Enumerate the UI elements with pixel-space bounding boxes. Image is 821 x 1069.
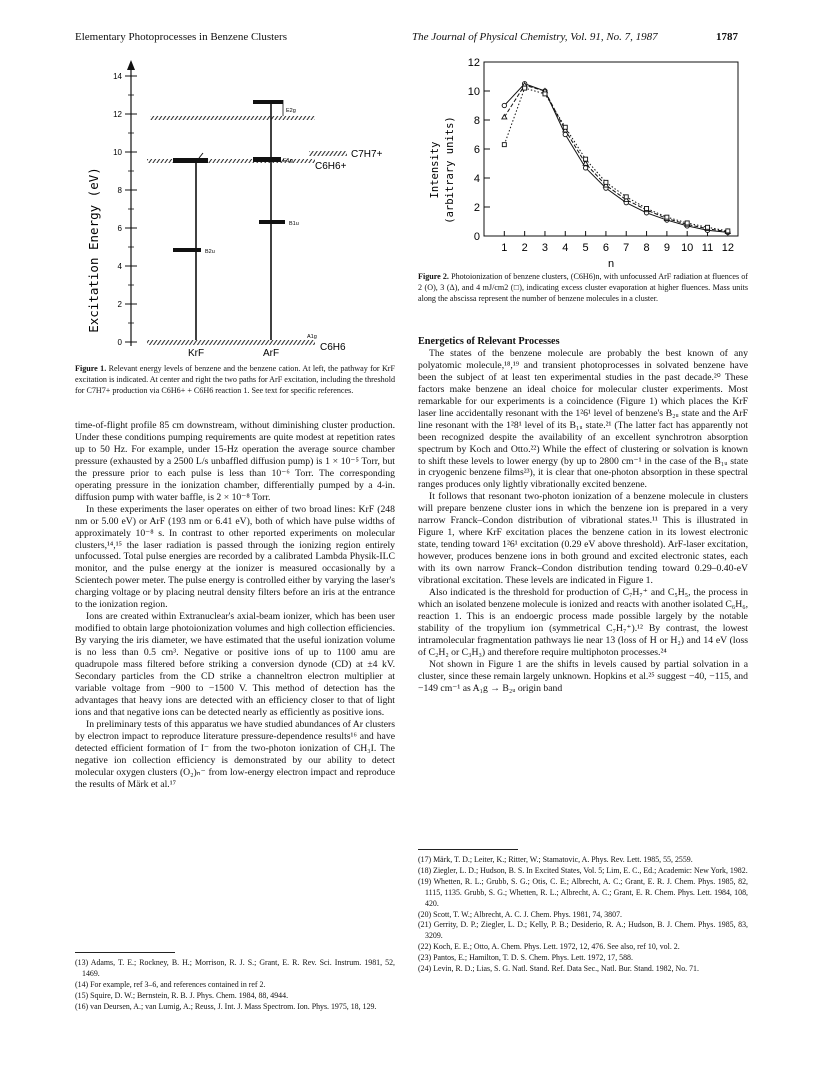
krf-arrow [199,153,203,158]
e1g-label: E1g [283,158,293,164]
right-paragraph-3: Also indicated is the threshold for production of C₇H₇⁺ and C₅H₅, the process in which an isolated benzene molecule is ionized and reacts with another isolated C₆H₆, reaction 1. This is an endoergic process made possible largely by the notable stability of the tropylium ion (symmetrical C₇H₇⁺).¹² By contrast, the lowest intramolecular fragmentation pathways lie near 13 (loss of H or H₂) and 14 eV (loss of C₂H₂ or C₃H₃) and therefore require multiphoton processes.²⁴ [418,587,748,658]
reference-15: (15) Squire, D. W.; Bernstein, R. B. J. Phys. Chem. 1984, 88, 4944. [75,990,289,1000]
arf-b1u-level [259,220,285,224]
arf-ion-level [253,157,281,162]
fig2-xtick-label: 1 [501,242,508,254]
running-header-left: Elementary Photoprocesses in Benzene Clusters [75,31,288,43]
b2u-label: B2u [205,249,215,255]
fig2-point-square [584,157,588,161]
figure2-caption-text: Photoionization of benzene clusters, (C6H6)n, with unfocussed ArF radiation at fluences of 2 (O), 3 (Δ), and 4 mJ/cm2 (□), indicating excess cluster evaporation at higher fluences. Mass units along the abscissa represent the number of benzene molecules in a cluster. [418,272,749,303]
fig2-point-square [543,92,547,96]
reference-21: (21) Gerrity, D. P.; Ziegler, L. D.; Kelly, P. B.; Desiderio, R. A.; Hudson, B. J. Chem. Phys. 1985, 83, 3209. [418,920,748,941]
figure2-caption-label: Figure 2. [418,272,449,281]
reference-22: (22) Koch, E. E.; Otto, A. Chem. Phys. Lett. 1972, 12, 476. See also, ref 10, vol. 2. [418,942,680,952]
arf-excited-ion-level [253,100,283,104]
page-number: 1787 [716,31,738,43]
fig2-point-square [624,195,628,199]
fig2-series-square-line [504,88,728,231]
fig2-point-square [726,229,730,233]
fig2-ylabel-line1: Intensity [429,141,441,199]
fig2-point-square [645,206,649,210]
fig2-point-square [706,225,710,229]
fig2-xtick-label: 9 [663,242,670,254]
right-paragraph-2: It follows that resonant two-photon ionization of a benzene molecule in clusters will prepare benzene cluster ions in which the benzene ion is prepared in a very narrow Franck–Condon distribution of vibrational states.¹¹ This is illustrated in Figure 1, where KrF excitation places the benzene cation in its lowest electronic state, tending toward 1²6¹ excitation (0.29 eV above threshold). ArF-laser excitation, however, produces benzene ions in both ground and excited electronic states, each with its own narrow Franck–Condon distribution tending toward 0.29–0.40-eV vibrational excitation. These levels are indicated in Figure 1. [418,491,748,587]
right-paragraph-1: The states of the benzene molecule are probably the best known of any polyatomic molecule,¹⁸,¹⁹ and transient photoprocesses in solvated benzene have been the subject of at least ten experimental studies in the past decade.²⁰ These factors make benzene an ideal choice for molecular cluster experiments. Most remarkable for our experiments is a coincidence (Figure 1) which places the KrF laser line accidentally resonant with the 1²6¹ level of benzene's B₂ᵤ state and the ArF line resonant with the 1²8¹ level of its B₁ᵤ state.²¹ (The latter fact has apparently not been recognized despite the availability of an excellent synchrotron absorption spectrum by Koch and Otto.²²) While the effect of clustering or solvation is known to shift these levels to lower energy (by up to 2800 cm⁻¹ in the case of the B₁ᵤ state in cryogenic benzene films²³), it is clear that one-photon absorption in these spectral ranges produces only lightly vibrationally excited benzene. [418,347,748,491]
right-footnote-rule [418,849,518,850]
fig1-ytick-label: 0 [117,338,122,347]
fig2-xtick-label: 2 [521,242,528,254]
fig2-xtick-label: 8 [643,242,650,254]
fig2-point-circle [502,103,506,107]
left-paragraph-1: time-of-flight profile 85 cm downstream, without diminishing cluster production. Under these conditions pumping requirements are quite modest at repetition rates up to 50 Hz. For example, under 15-Hz operation the average source chamber pressure (exhausted by a 2500 L/s unbaffled diffusion pump) is 1 × 10⁻⁵ Torr, but the pressure prior to each pulse is less than 10⁻⁶ Torr. The corresponding operating pressure in the ionization chamber, differentially pumped by a 4-in. diffusion pump with water baffle, is 2 × 10⁻⁸ Torr. [75,420,395,503]
c6h6-label: C6H6 [320,342,346,353]
figure2-chart [418,50,748,270]
upper-threshold-band [150,116,315,120]
fig2-point-square [502,143,506,147]
left-paragraph-3: Ions are created within Extranuclear's axial-beam ionizer, which has been user modified to obtain large photoionization volumes and high collection efficiencies. By varying the iris diameter, we have estimated that the useful ionization volume is no less than 0.5 cm³. Negative or positive ions of up to 1100 amu are quadrupole mass filtered before striking a conversion dynode (CD) at ±4 kV. Secondary particles from the CD strike a channeltron electron multiplier at variable voltage from −900 to −1500 V. This method of detection has the advantages that heavy ions are detected with an efficiency closer to that of light ions and that negative ions can be detected nearly as efficiently as positive ions. [75,611,395,718]
figure1-caption-label: Figure 1. [75,364,107,373]
reference-18: (18) Ziegler, L. D.; Hudson, B. S. In Excited States, Vol. 5; Lim, E. C., Ed.; Academic: New York, 1982. [418,865,748,875]
fig1-ytick-label: 2 [117,300,122,309]
ground-level-label: A1g [307,334,317,340]
krf-b2u-level [173,248,201,252]
fig2-point-circle [563,132,567,136]
figure1-caption-text: Relevant energy levels of benzene and the benzene cation. At left, the pathway for KrF excitation is indicated. At center and right the two paths for ArF excitation, including the threshold for C7H7+ production via C6H6+ + C6H6 reaction 1. See text for specific references. [75,364,395,395]
left-paragraph-2: In these experiments the laser operates on either of two broad lines: KrF (248 nm or 5.00 eV) or ArF (193 nm or 6.41 eV), both of which have pulse widths of approximately 10⁻⁸ s. In contrast to other reported experiments on molecular clusters,¹⁴,¹⁵ the laser radiation is passed through the ionizing region entirely unfocussed. Total pulse energies are recorded by a calibrated Lambda Physik-ILC monitor, and the pulse energy at the ionizer is measured occasionally by a Scientech power meter. The pulse energy is controlled either by varying the laser's charging voltage or by placing neutral density filters before an iris at the entrance to the ionization region. [75,503,395,611]
figure2-caption [418,272,748,305]
right-paragraph-4: Not shown in Figure 1 are the shifts in levels caused by partial solvation in a cluster, since these remain largely unknown. Hopkins et al.²⁵ suggest −40, −115, and −149 cm⁻¹ as A₁g → B₂ᵤ origin band [418,658,748,694]
b1u-label: B1u [289,221,299,227]
fig2-ytick-label: 4 [473,173,480,185]
fig1-yticks [113,72,137,347]
fig2-ytick-label: 6 [473,144,480,156]
fig2-point-square [563,125,567,129]
krf-ion-level [173,158,208,163]
reference-17: (17) Märk, T. D.; Leiter, K.; Ritter, W.; Stamatovic, A. Phys. Rev. Lett. 1985, 55, 2559. [418,855,693,864]
reference-24: (24) Levin, R. D.; Lias, S. G. Natl. Stand. Ref. Data Sec., Natl. Bur. Stand. 1982, No. 71. [418,964,699,974]
krf-label: KrF [187,348,205,359]
reference-14: (14) For example, ref 3–6, and references contained in ref 2. [75,979,266,989]
reference-16: (16) van Deursen, A.; van Lumig, A.; Reuss, J. Int. J. Mass Spectrom. Ion. Phys. 1975, 18, 129. [75,1001,377,1011]
fig2-xtick-label: 4 [562,242,569,254]
fig2-plot-frame [484,62,738,236]
c7h7-ion-label: C7H7+ [351,149,383,160]
fig2-xtick-label: 7 [623,242,630,254]
running-header-journal: The Journal of Physical Chemistry, Vol. 91, No. 7, 1987 [412,31,658,43]
fig2-xtick-label: 10 [681,242,694,254]
fig1-ytick-label: 12 [113,110,122,119]
reference-13: (13) Adams, T. E.; Rockney, B. H.; Morrison, R. J. S.; Grant, E. R. Rev. Sci. Instrum. 1981, 52, 1469. [75,958,395,978]
fig1-ylabel: Excitation Energy (eV) [86,167,101,333]
e2g-label: E2g [286,108,296,114]
reference-20: (20) Scott, T. W.; Albrecht, A. C. J. Chem. Phys. 1981, 74, 3807. [418,909,622,919]
reference-19: (19) Whetten, R. L.; Grubb, S. G.; Otis, C. E.; Albrecht, A. C.; Grant, E. R. J. Chem. Phys. 1985, 82, 1115, 1135. Grubb, S. G.; Whetten, R. L.; Albrecht, A. C.; Grant, E. R. Chem. Phys. Lett. 1984, 108, 420. [418,876,748,908]
fig2-ytick-label: 8 [473,115,480,127]
fig2-point-square [523,86,527,90]
fig1-ytick-label: 14 [113,72,122,81]
fig2-point-square [685,221,689,225]
fig2-xlabel: n [607,258,615,270]
fig2-point-square [604,180,608,184]
fig2-xtick-label: 6 [602,242,609,254]
figure1-energy-diagram [75,50,395,360]
fig2-ytick-label: 2 [473,202,480,214]
fig1-ytick-label: 4 [117,262,122,271]
fig2-xtick-label: 5 [582,242,589,254]
section-title: Energetics of Relevant Processes [418,336,560,347]
reference-23: (23) Pantos, E.; Hamilton, T. D. S. Chem. Phys. Lett. 1972, 17, 588. [418,953,633,963]
left-footnote-rule [75,952,175,953]
fig1-ytick-label: 10 [113,148,122,157]
fig1-ytick-label: 6 [117,224,122,233]
fig2-series-triangle-line [504,85,728,231]
ground-level-band [147,340,315,345]
fig2-xtick-label: 3 [541,242,549,254]
c7h7-threshold-band [309,151,347,156]
fig2-point-circle [583,166,587,170]
fig2-ytick-label: 10 [467,86,480,98]
fig1-yaxis-arrow [127,60,135,70]
fig2-ytick-label: 0 [473,231,480,243]
fig1-ytick-label: 8 [117,186,122,195]
fig2-point-square [665,215,669,219]
fig2-xtick-label: 12 [721,242,734,254]
fig2-xtick-label: 11 [701,242,714,254]
fig2-ylabel-line2: (arbitrary units) [444,116,456,224]
figure1-caption [75,364,395,397]
c6h6-ion-label: C6H6+ [315,161,347,172]
fig2-ytick-label: 12 [467,57,480,69]
arf-label: ArF [262,348,280,359]
left-paragraph-4: In preliminary tests of this apparatus we have studied abundances of Ar clusters by electron impact to reproduce literature pressure-dependence results¹⁶ and have detected efficient formation of I⁻ from the two-photon ionization of CH₃I. The negative ion collection efficiency is demonstrated by our ability to detect molecular oxygen clusters (O₂)ₙ⁻ from low-energy electron impact and reproduce the results of Märk et al.¹⁷ [75,718,395,790]
fig2-series-circle-line [504,84,728,233]
